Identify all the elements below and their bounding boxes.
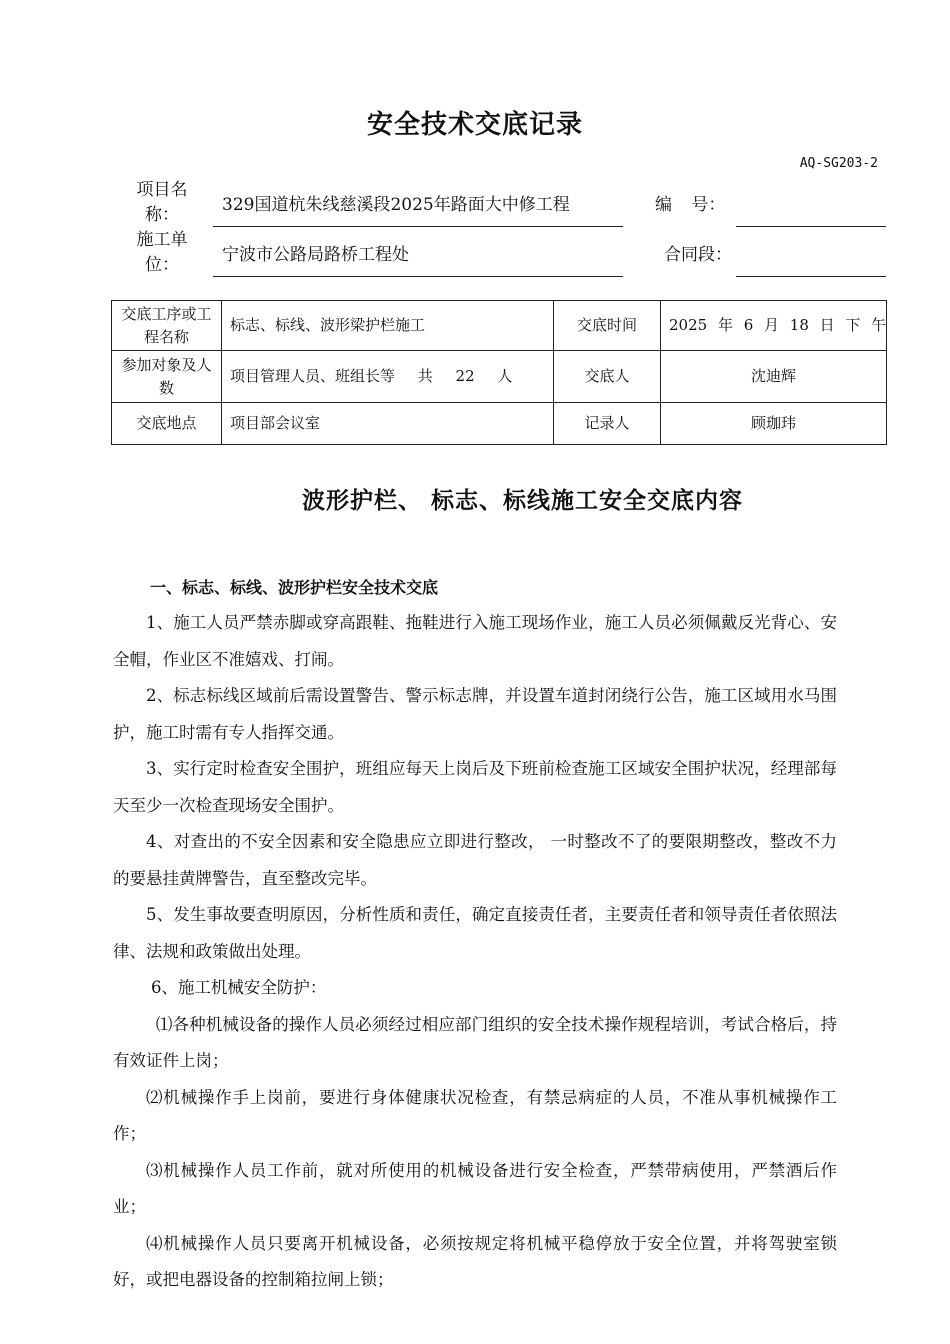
paragraph: 4、对查出的不安全因素和安全隐患应立即进行整改， 一时整改不了的要限期整改，整改不力的要悬挂黄牌警告，直至整改完毕。	[113, 832, 837, 888]
unit-underline	[213, 276, 623, 277]
paragraph: 6、施工机械安全防护：	[150, 978, 327, 997]
recorder-value: 顾珈玮	[661, 403, 887, 445]
paragraph: ⑴各种机械设备的操作人员必须经过相应部门组织的安全技术操作规程培训，考试合格后，持有效证件上岗；	[113, 1014, 837, 1070]
table-row	[112, 301, 887, 351]
procedure-label: 交底工序或工程名称	[112, 301, 222, 351]
paragraph: ⑷机械操作人员只要离开机械设备，必须按规定将机械平稳停放于安全位置，并将驾驶室锁好，或把电器设备的控制箱拉闸上锁；	[113, 1233, 837, 1289]
section-heading: 一、标志、标线、波形护栏安全技术交底	[150, 578, 439, 597]
unit-label: 施工单位：	[136, 230, 188, 275]
paragraph: ⑵机械操作手上岗前，要进行身体健康状况检查，有禁忌病症的人员，不准从事机械操作工作；	[113, 1087, 837, 1143]
number-label: 编 号：	[655, 195, 726, 215]
project-value: 329国道杭朱线慈溪段2025年路面大中修工程	[222, 195, 570, 215]
location-label: 交底地点	[112, 403, 222, 445]
unit-value: 宁波市公路局路桥工程处	[222, 245, 409, 265]
presenter-label: 交底人	[554, 351, 661, 403]
procedure-value: 标志、标线、波形梁护栏施工	[222, 301, 554, 351]
info-table	[111, 300, 887, 445]
contract-label: 合同段：	[664, 245, 732, 265]
number-underline	[736, 226, 886, 227]
project-label: 项目名称：	[136, 180, 188, 225]
recorder-label: 记录人	[554, 403, 661, 445]
paragraph: 5、发生事故要查明原因，分析性质和责任，确定直接责任者，主要责任者和领导责任者依照法律、法规和政策做出处理。	[113, 905, 837, 961]
content-body	[113, 605, 837, 1299]
presenter-value: 沈迪辉	[661, 351, 887, 403]
content-subtitle: 波形护栏、 标志、标线施工安全交底内容	[301, 488, 743, 514]
table-row	[112, 351, 887, 403]
document-title: 安全技术交底记录	[366, 110, 583, 140]
project-underline	[213, 226, 623, 227]
time-value: 2025 年 6 月 18 日 下 午	[661, 301, 887, 351]
location-value: 项目部会议室	[222, 403, 554, 445]
paragraph: 1、施工人员严禁赤脚或穿高跟鞋、拖鞋进行入施工现场作业，施工人员必须佩戴反光背心、安全帽，作业区不准嬉戏、打闹。	[113, 613, 837, 669]
paragraph: ⑶机械操作人员工作前，就对所使用的机械设备进行安全检查，严禁带病使用，严禁酒后作业；	[113, 1160, 837, 1216]
paragraph: 2、标志标线区域前后需设置警告、警示标志牌，并设置车道封闭绕行公告，施工区域用水马围护，施工时需有专人指挥交通。	[113, 686, 837, 742]
document-code: AQ-SG203-2	[799, 156, 878, 171]
paragraph: 3、实行定时检查安全围护，班组应每天上岗后及下班前检查施工区域安全围护状况，经理部每天至少一次检查现场安全围护。	[113, 759, 837, 815]
participants-label: 参加对象及人数	[112, 351, 222, 403]
table-row	[112, 403, 887, 445]
participants-value: 项目管理人员、班组长等 共 22 人	[222, 351, 554, 403]
time-label: 交底时间	[554, 301, 661, 351]
contract-underline	[736, 276, 886, 277]
